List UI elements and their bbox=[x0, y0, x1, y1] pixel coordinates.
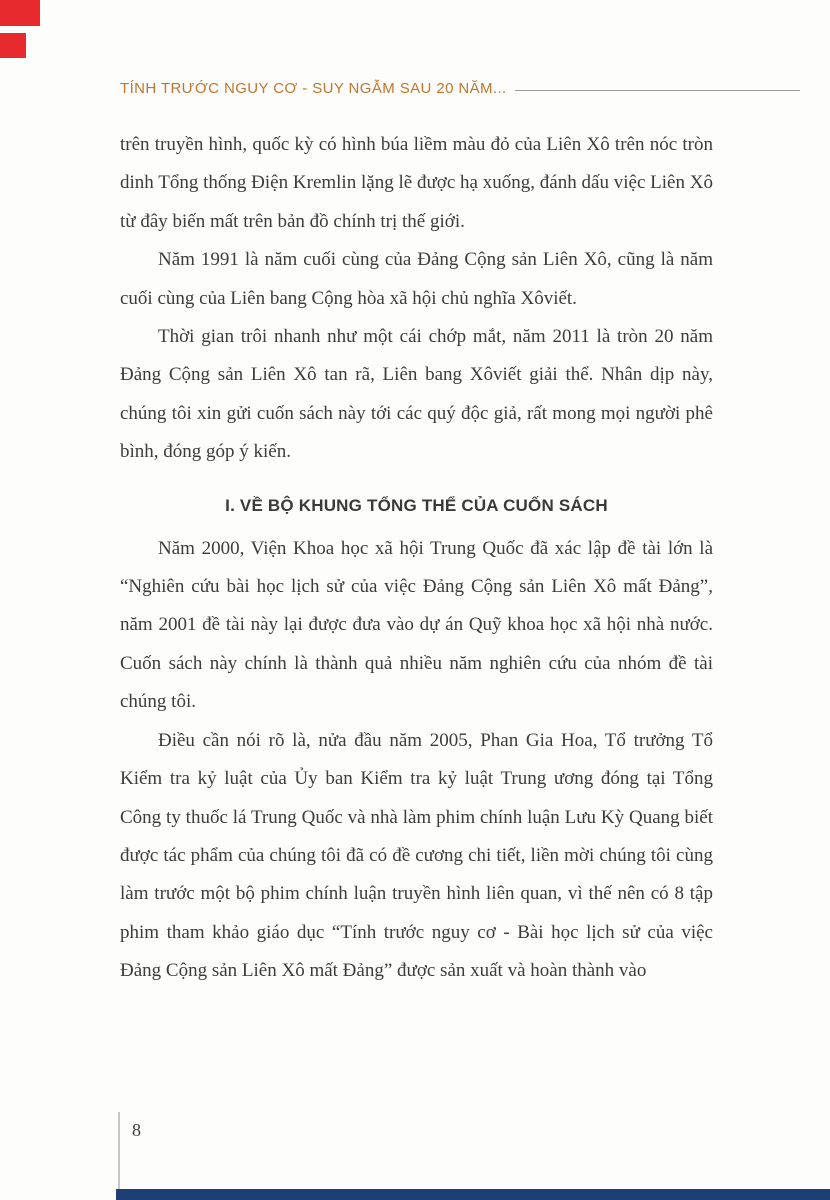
corner-red-mark-bottom bbox=[0, 33, 26, 58]
running-header-title: TÍNH TRƯỚC NGUY CƠ - SUY NGẪM SAU 20 NĂM... bbox=[120, 80, 507, 97]
running-header bbox=[120, 80, 800, 97]
footer-vertical-rule bbox=[118, 1112, 120, 1200]
corner-red-mark-top bbox=[0, 0, 40, 26]
paragraph: Năm 1991 là năm cuối cùng của Đảng Cộng sản Liên Xô, cũng là năm cuối cùng của Liên bang Cộng hòa xã hội chủ nghĩa Xôviết. bbox=[120, 249, 713, 309]
paragraph: Điều cần nói rõ là, nửa đầu năm 2005, Phan Gia Hoa, Tổ trưởng Tổ Kiểm tra kỷ luật của Ủy ban Kiểm tra kỷ luật Trung ương đóng tại Tổng Công ty thuốc lá Trung Quốc và nhà làm phim chính luận Lưu Kỳ Quang biết được tác phẩm của chúng tôi đã có đề cương chi tiết, liền mời chúng tôi cùng làm trước một bộ phim chính luận truyền hình liên quan, vì thế nên có 8 tập phim tham khảo giáo dục “Tính trước nguy cơ - Bài học lịch sử của việc Đảng Cộng sản Liên Xô mất Đảng” được sản xuất và hoàn thành vào bbox=[120, 729, 713, 982]
section-heading: I. VỀ BỘ KHUNG TỔNG THỂ CỦA CUỐN SÁCH bbox=[225, 495, 608, 515]
page-body bbox=[120, 126, 713, 991]
page-number: 8 bbox=[132, 1120, 141, 1140]
paragraph: trên truyền hình, quốc kỳ có hình búa liềm màu đỏ của Liên Xô trên nóc tròn dinh Tổng thống Điện Kremlin lặng lẽ được hạ xuống, đánh dấu việc Liên Xô từ đây biến mất trên bản đồ chính trị thế giới. bbox=[120, 134, 713, 232]
paragraph: Năm 2000, Viện Khoa học xã hội Trung Quốc đã xác lập đề tài lớn là “Nghiên cứu bài học lịch sử của việc Đảng Cộng sản Liên Xô mất Đảng”, năm 2001 đề tài này lại được đưa vào dự án Quỹ khoa học xã hội nhà nước. Cuốn sách này chính là thành quả nhiều năm nghiên cứu của nhóm đề tài chúng tôi. bbox=[120, 537, 713, 713]
footer-color-bar bbox=[116, 1189, 830, 1200]
header-rule-line bbox=[515, 90, 800, 91]
paragraph: Thời gian trôi nhanh như một cái chớp mắt, năm 2011 là tròn 20 năm Đảng Cộng sản Liên Xô tan rã, Liên bang Xôviết giải thể. Nhân dịp này, chúng tôi xin gửi cuốn sách này tới các quý độc giả, rất mong mọi người phê bình, đóng góp ý kiến. bbox=[120, 326, 713, 463]
